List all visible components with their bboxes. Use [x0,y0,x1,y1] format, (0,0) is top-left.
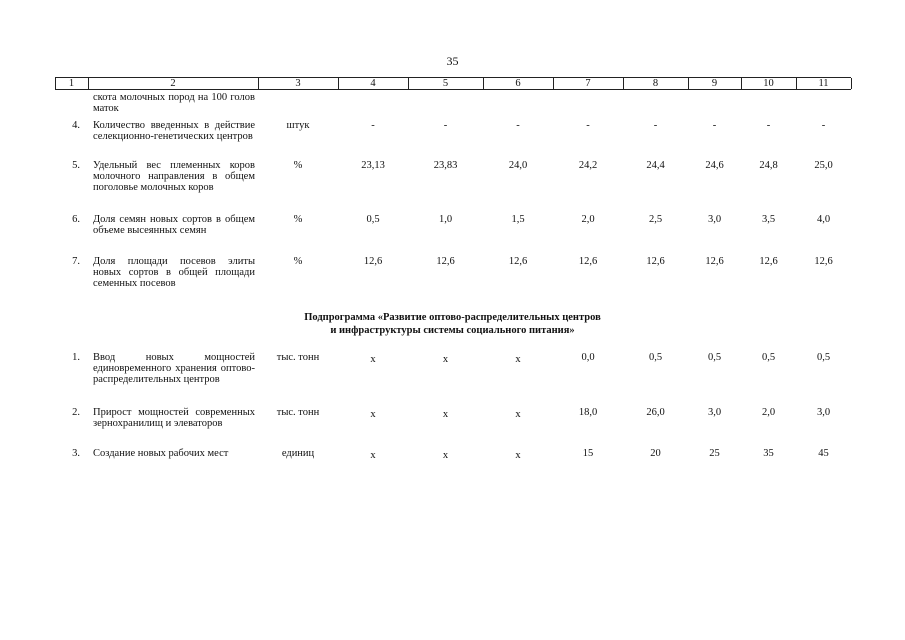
row-description: скота молочных пород на 100 голов маток [93,92,255,115]
row-value: х [370,409,376,420]
row-number: 2. [72,407,80,418]
column-header: 7 [585,78,591,89]
row-value: 12,6 [759,256,778,267]
row-number: 5. [72,160,80,171]
row-number: 6. [72,214,80,225]
row-value: 2,5 [648,214,663,225]
row-value: 3,0 [707,407,722,418]
row-value: 0,5 [707,352,722,363]
header-bottom-rule [55,89,851,90]
row-description: Прирост мощностей современных зернохранилищ и элеваторов [93,407,255,430]
row-value: х [515,450,521,461]
row-value: 12,6 [436,256,455,267]
row-unit: штук [286,120,310,131]
row-description: Удельный вес племенных коров молочного направления в общем поголовье молочных коров [93,160,255,194]
row-value: 24,8 [759,160,778,171]
row-value: 45 [818,448,829,459]
row-unit: % [293,160,303,171]
row-number: 3. [72,448,80,459]
row-value: 0,0 [581,352,595,363]
row-value: 20 [650,448,661,459]
row-value: - [766,120,771,131]
row-value: 15 [582,448,594,459]
row-value: - [586,120,590,131]
row-value: - [443,120,448,131]
row-value: х [442,354,449,365]
row-value: 18,0 [578,407,598,418]
row-value: 1,5 [511,214,525,225]
row-value: 12,6 [508,256,528,267]
header-separator [851,78,852,89]
row-value: 12,6 [705,256,724,267]
row-value: - [371,120,375,131]
row-value: 24,0 [508,160,528,171]
row-value: 25 [709,448,720,459]
row-value: 0,5 [816,352,831,363]
row-number: 1. [72,352,80,363]
row-number: 7. [72,256,80,267]
row-unit: % [293,256,303,267]
column-header: 3 [295,78,301,89]
row-value: 0,5 [761,352,776,363]
row-value: 3,5 [761,214,776,225]
row-value: - [712,120,717,131]
row-value: 1,0 [438,214,453,225]
row-value: 24,2 [578,160,598,171]
row-value: 24,6 [705,160,724,171]
row-value: 23,83 [433,160,458,171]
row-value: 25,0 [814,160,833,171]
row-value: 12,6 [578,256,598,267]
row-description: Создание новых рабочих мест [93,448,229,459]
subprogram-title-line-1: Подпрограмма «Развитие оптово-распределительных центров [304,312,601,323]
row-value: 24,4 [646,160,665,171]
row-value: 12,6 [646,256,665,267]
row-value: х [442,409,449,420]
row-value: 23,13 [361,160,385,171]
row-value: - [821,120,826,131]
row-value: х [442,450,449,461]
subprogram-title-line-2: и инфраструктуры системы социального питания» [330,325,575,336]
row-value: 35 [763,448,774,459]
row-description: Количество введенных в действие селекционно-генетических центров [93,120,255,143]
column-header: 10 [763,78,774,89]
column-header: 9 [711,78,718,89]
row-unit: тыс. тонн [276,352,320,363]
row-value: - [516,120,520,131]
row-value: 2,0 [761,407,776,418]
column-header: 11 [818,78,829,89]
column-header: 6 [515,78,521,89]
row-value: х [515,354,521,365]
row-unit: единиц [281,448,315,459]
row-value: х [370,354,376,365]
column-header: 2 [170,78,176,89]
row-value: 0,5 [648,352,663,363]
column-header: 8 [652,78,659,89]
column-header: 5 [442,78,449,89]
row-description: Доля площади посевов элиты новых сортов в общей площади семенных посевов [93,256,255,290]
row-description: Доля семян новых сортов в общем объеме высеянных семян [93,214,255,237]
row-value: 3,0 [707,214,722,225]
row-value: 4,0 [816,214,831,225]
row-value: х [515,409,521,420]
row-value: - [653,120,658,131]
row-description: Ввод новых мощностей единовременного хранения оптово-распределительных центров [93,352,255,386]
page-number: 35 [446,54,459,68]
column-header: 1 [68,78,75,89]
row-value: 26,0 [646,407,665,418]
row-value: 0,5 [366,214,380,225]
column-header: 4 [370,78,376,89]
row-value: х [370,450,376,461]
row-value: 12,6 [363,256,383,267]
row-value: 3,0 [816,407,831,418]
row-unit: % [293,214,303,225]
row-unit: тыс. тонн [276,407,320,418]
row-value: 12,6 [814,256,833,267]
row-number: 4. [72,120,80,131]
row-value: 2,0 [581,214,595,225]
